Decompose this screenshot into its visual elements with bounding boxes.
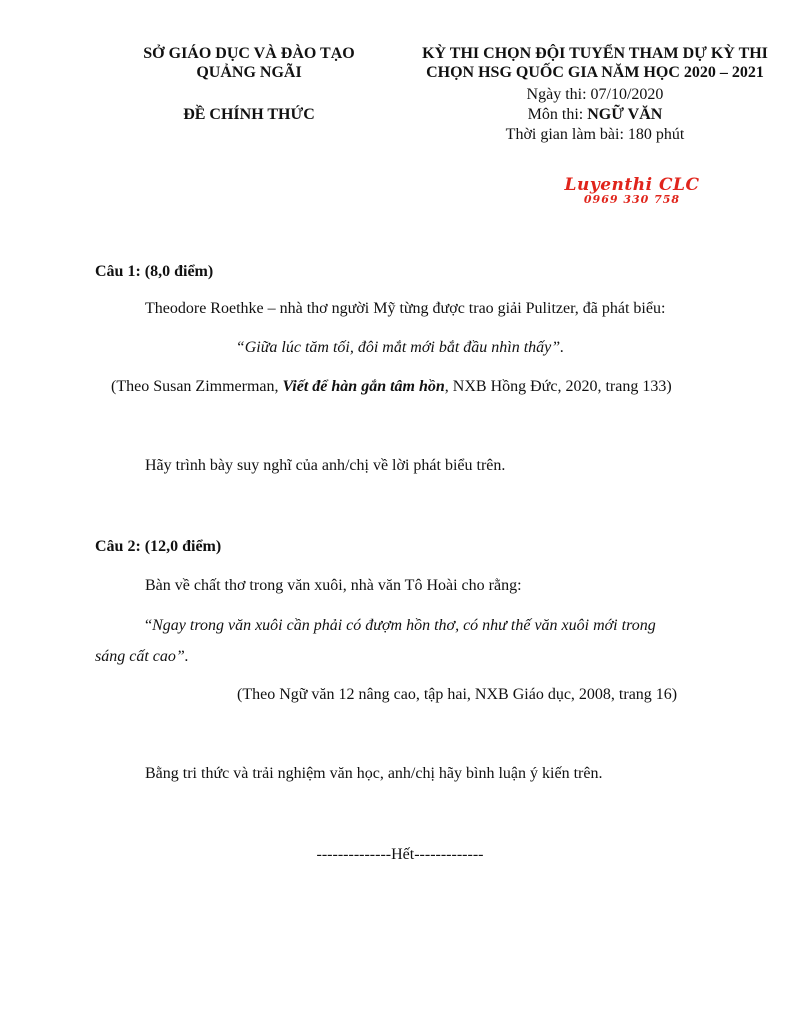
brand-logo — [556, 175, 708, 206]
question-1-intro: Theodore Roethke – nhà thơ người Mỹ từng được trao giải Pulitzer, đã phát biểu: — [145, 300, 666, 317]
question-2-quote-line2: sáng cất cao”. — [95, 648, 189, 665]
question-2-quote-line1 — [145, 617, 656, 635]
source-book-title: Viết để hàn gắn tâm hồn — [282, 378, 445, 395]
exam-subject — [400, 106, 790, 124]
question-1-task: Hãy trình bày suy nghĩ của anh/chị về lời phát biểu trên. — [145, 457, 506, 474]
question-2-source: (Theo Ngữ văn 12 nâng cao, tập hai, NXB Giáo dục, 2008, trang 16) — [237, 686, 678, 703]
exam-duration: Thời gian làm bài: 180 phút — [505, 126, 685, 143]
brand-logo-text: Luyenthi CLC — [564, 175, 700, 195]
question-1-quote: “Giữa lúc tăm tối, đôi mắt mới bắt đầu nhìn thấy”. — [235, 339, 565, 356]
question-1-title: Câu 1: (8,0 điểm) — [95, 263, 214, 280]
province-name: QUẢNG NGÃI — [196, 64, 302, 81]
official-exam-label: ĐỀ CHÍNH THỨC — [183, 106, 315, 123]
exam-title-line2: CHỌN HSG QUỐC GIA NĂM HỌC 2020 – 2021 — [426, 64, 764, 81]
question-2-task: Bằng tri thức và trải nghiệm văn học, anh/chị hãy bình luận ý kiến trên. — [145, 765, 603, 782]
quote-text-line1: Ngay trong văn xuôi cần phải có đượm hồn thơ, có như thế văn xuôi mới trong — [152, 617, 656, 634]
subject-prefix: Môn thi: — [527, 106, 588, 123]
department-name: SỞ GIÁO DỤC VÀ ĐÀO TẠO — [143, 45, 355, 62]
question-2-intro: Bàn về chất thơ trong văn xuôi, nhà văn Tô Hoài cho rằng: — [145, 577, 522, 594]
source-prefix: (Theo Susan Zimmerman, — [111, 378, 283, 395]
subject-name: NGỮ VĂN — [587, 106, 663, 123]
quote-open-mark: “ — [145, 617, 153, 634]
exam-date: Ngày thi: 07/10/2020 — [526, 86, 664, 103]
question-2-title: Câu 2: (12,0 điểm) — [95, 538, 222, 555]
brand-phone: 0969 330 758 — [583, 193, 681, 206]
source-suffix: , NXB Hồng Đức, 2020, trang 133) — [444, 378, 672, 395]
question-1-source — [111, 378, 672, 396]
exam-title-line1: KỲ THI CHỌN ĐỘI TUYỂN THAM DỰ KỲ THI — [422, 45, 768, 62]
end-marker: --------------Hết------------- — [316, 846, 484, 863]
